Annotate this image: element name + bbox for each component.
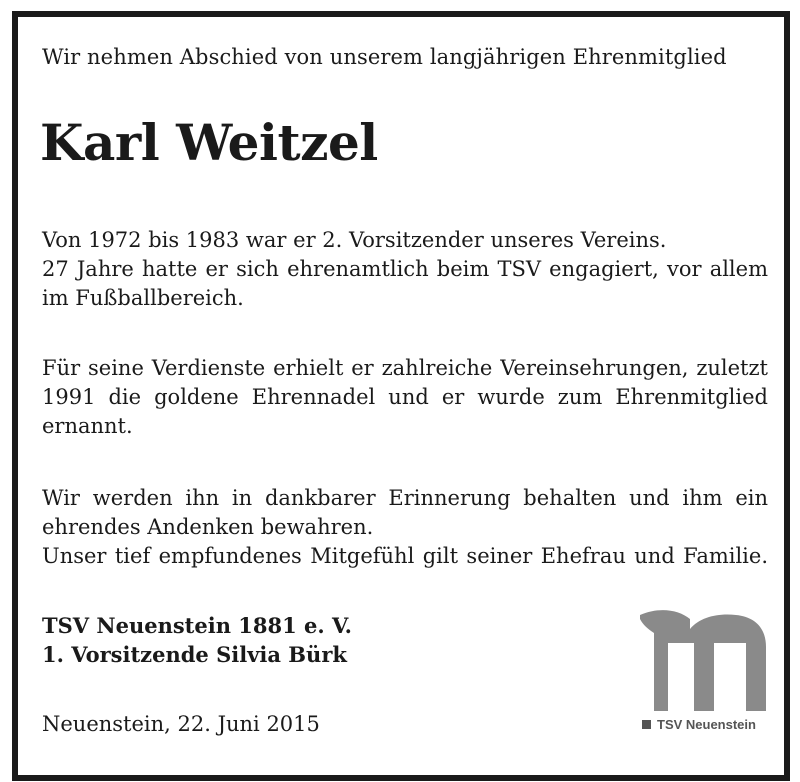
notice-frame	[12, 11, 790, 781]
paragraph-line: Für seine Verdienste erhielt er zahlreiche Vereinsehrungen, zuletzt	[42, 356, 768, 380]
logo-mark	[640, 610, 766, 711]
paragraph-condolence	[42, 484, 768, 571]
signature-block	[42, 611, 352, 669]
logo-caption-text: TSV Neuenstein	[657, 717, 756, 732]
logo-caption	[642, 717, 756, 732]
deceased-name: Karl Weitzel	[40, 113, 378, 172]
paragraph-line: 1991 die goldene Ehrennadel und er wurde zum Ehrenmitglied	[42, 385, 768, 409]
paragraph-career	[42, 226, 768, 313]
notice-content	[18, 17, 784, 775]
paragraph-line: ehrendes Andenken bewahren.	[42, 515, 374, 539]
paragraph-line: Wir werden ihn in dankbarer Erinnerung behalten und ihm ein	[42, 486, 768, 510]
place-date: Neuenstein, 22. Juni 2015	[42, 712, 320, 736]
paragraph-line: im Fußballbereich.	[42, 286, 244, 310]
intro-line: Wir nehmen Abschied von unserem langjährigen Ehrenmitglied	[42, 45, 727, 69]
paragraph-line: Von 1972 bis 1983 war er 2. Vorsitzender unseres Vereins.	[42, 228, 667, 252]
logo-square-icon	[642, 720, 651, 729]
club-name: TSV Neuenstein 1881 e. V.	[42, 613, 352, 638]
chairperson-name: 1. Vorsitzende Silvia Bürk	[42, 642, 347, 667]
paragraph-line: Unser tief empfundenes Mitgefühl gilt seiner Ehefrau und Familie.	[42, 544, 768, 568]
paragraph-line: 27 Jahre hatte er sich ehrenamtlich beim TSV engagiert, vor allem	[42, 257, 768, 281]
paragraph-honors	[42, 354, 768, 441]
paragraph-line: ernannt.	[42, 414, 133, 438]
